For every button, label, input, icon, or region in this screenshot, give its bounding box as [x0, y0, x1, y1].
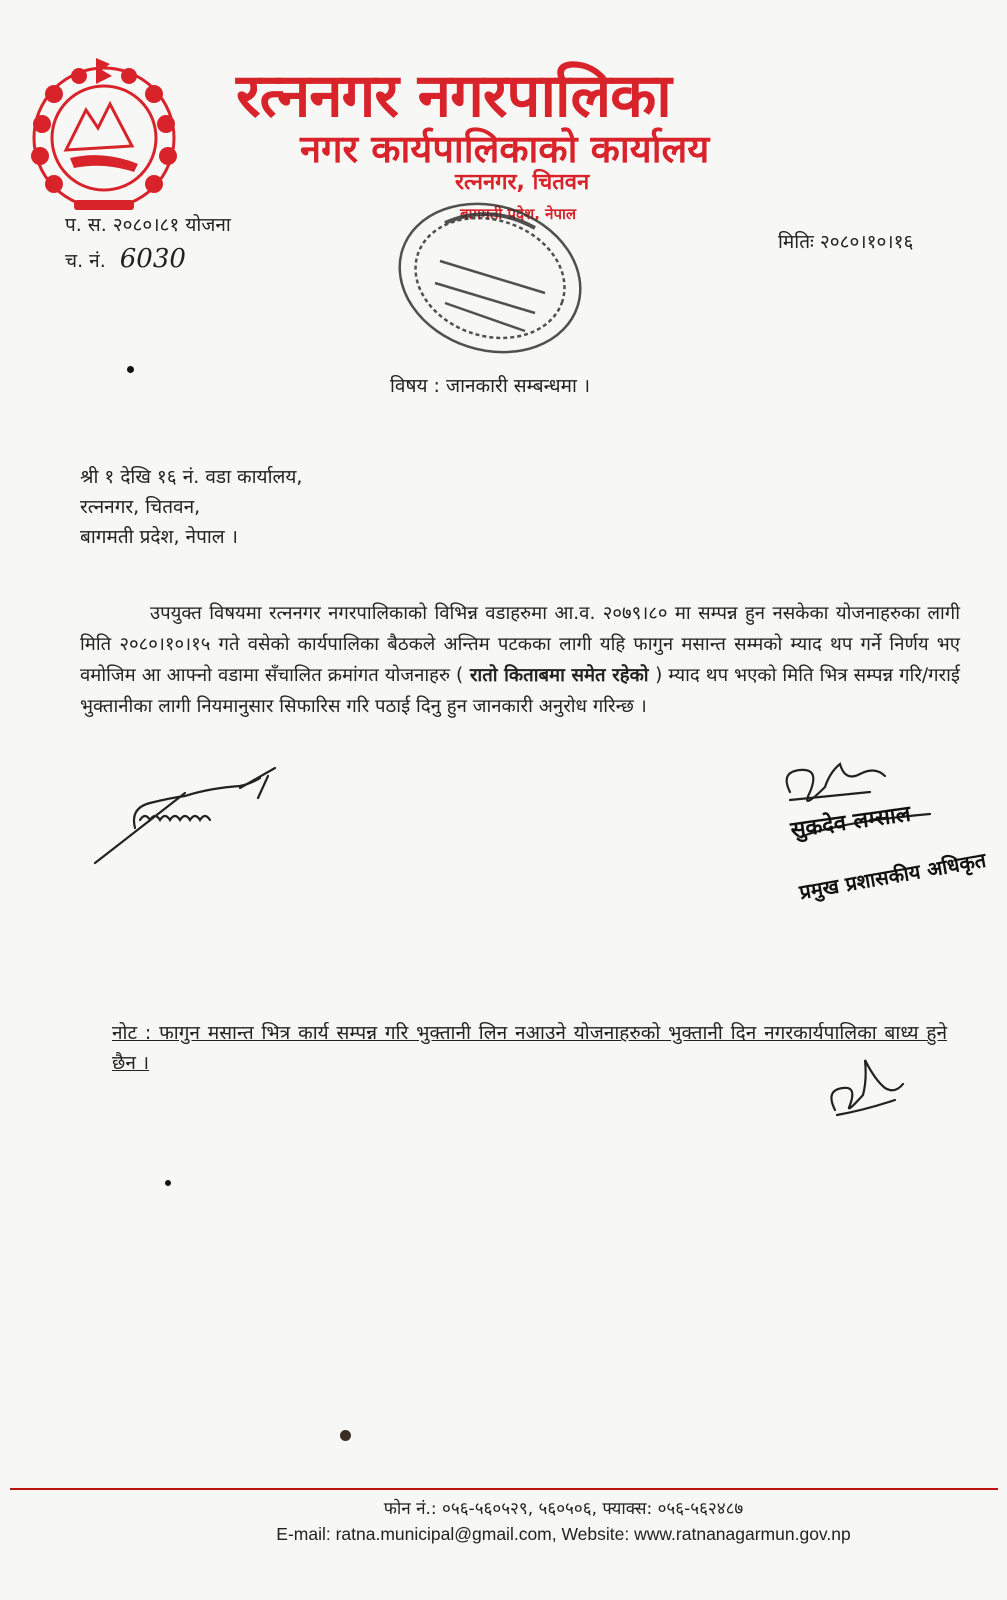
footer-email-website: E-mail: ratna.municipal@gmail.com, Website: www.ratnanagarmun.gov.np	[276, 1524, 851, 1544]
recipient-line-2: रत्ननगर, चितवन,	[80, 496, 201, 518]
note-text: नोट : फागुन मसान्त भित्र कार्य सम्पन्न गरि भुक्तानी लिन नआउने योजनाहरुको भुक्तानी दिन नगरकार्यपालिका बाध्य हुने छैन ।	[112, 1022, 947, 1074]
ink-blot	[340, 1430, 351, 1441]
footer-divider	[10, 1488, 998, 1490]
ink-dot	[165, 1180, 171, 1186]
office-stamp-icon	[385, 183, 595, 363]
nepal-emblem-icon	[14, 54, 194, 224]
signer-title: प्रमुख प्रशासकीय अधिकृत	[797, 847, 988, 905]
body-bold: रातो किताबमा समेत रहेको	[463, 665, 656, 686]
recipient-block	[80, 462, 302, 552]
reference-block	[65, 208, 231, 278]
footer-phone: फोन नं.: ०५६-५६०५२९, ५६०५०६, फ्याक्स: ०५६-५६२४८७	[383, 1499, 744, 1519]
recipient-line-1: श्री १ देखि १६ नं. वडा कार्यालय,	[80, 466, 303, 488]
body-part-2: ) म्याद थप भएको मिति भित्र सम्पन्न गरि/गराई भुक्तानीका लागी नियमानुसार सिफारिस गरि पठाई दिनु हुन जानकारी अनुरोध गरिन्छ ।	[80, 665, 960, 717]
dispatch-value: 6030	[119, 244, 186, 274]
signature-left-icon	[90, 758, 290, 868]
reference-number: प. स. २०८०।८१ योजना	[65, 214, 231, 236]
body-part-1: उपयुक्त विषयमा रत्ननगर नगरपालिकाको विभिन्न वडाहरुमा आ.व. २०७९।८० मा सम्पन्न हुन नसकेका योजनाहरुका लागी मिति २०८०।१०।१५ गते वसेको कार्यपालिका बैठकले अन्तिम पटकका लागी यहि फागुन मसान्त सम्मको म्याद थप गर्ने निर्णय भए वमोजिम आ आफ्नो वडामा सँचालित क्रमांगत योजनाहरु (	[80, 603, 960, 686]
address-line-2: बागमती प्रदेश, नेपाल	[460, 205, 577, 223]
letter-note	[112, 1018, 947, 1078]
signer-name: सुकदेव लम्साल	[789, 801, 913, 844]
initial-signature-icon	[825, 1050, 915, 1120]
dispatch-number	[65, 242, 231, 278]
letter-body	[80, 598, 960, 722]
office-subtitle: नगर कार्यपालिकाको कार्यालय	[300, 127, 710, 171]
address-line-1: रत्ननगर, चितवन	[455, 170, 590, 195]
recipient-line-3: बागमती प्रदेश, नेपाल ।	[80, 526, 238, 548]
municipality-title: रत्ननगर नगरपालिका	[236, 61, 671, 131]
letter-date: मितिः २०८०।१०।१६	[778, 231, 914, 253]
dispatch-label: च. नं.	[65, 250, 106, 272]
ink-dot	[127, 366, 134, 373]
letter-subject: विषय : जानकारी सम्बन्धमा ।	[390, 375, 591, 397]
